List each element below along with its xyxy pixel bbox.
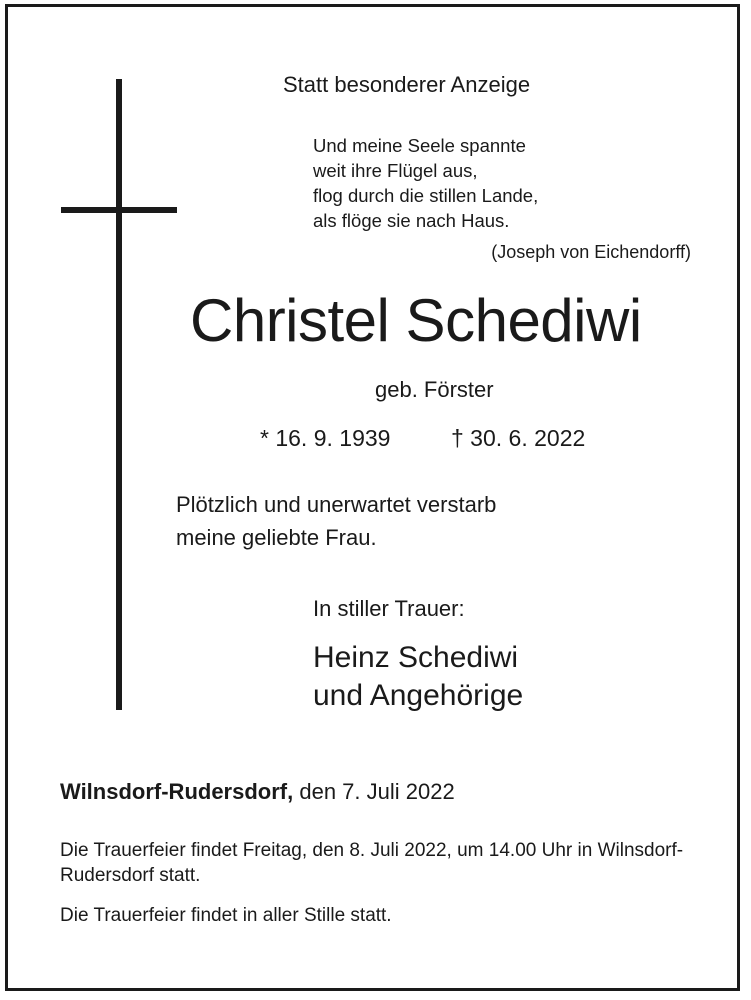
deceased-name: Christel Schediwi (190, 287, 642, 354)
maiden-name: geb. Förster (375, 377, 494, 402)
announcement-line: meine geliebte Frau. (176, 525, 377, 550)
notice-header: Statt besonderer Anzeige (283, 72, 531, 97)
poem-line: Und meine Seele spannte (313, 135, 526, 156)
cross-horizontal-bar (61, 207, 177, 213)
poem-line: flog durch die stillen Lande, (313, 185, 539, 206)
birth-date: * 16. 9. 1939 (260, 425, 391, 451)
mourner-line: Heinz Schediwi (313, 641, 519, 674)
mourner-line: und Angehörige (313, 679, 524, 712)
mourners (313, 639, 523, 715)
funeral-note: Die Trauerfeier findet in aller Stille statt. (60, 905, 392, 926)
poem-line: als flöge sie nach Haus. (313, 210, 510, 231)
poem-line: weit ihre Flügel aus, (313, 160, 478, 181)
notice-date: den 7. Juli 2022 (293, 779, 455, 804)
announcement-line: Plötzlich und unerwartet verstarb (176, 492, 497, 517)
poem (313, 133, 538, 233)
place-date (60, 779, 455, 805)
death-date: † 30. 6. 2022 (451, 425, 586, 451)
announcement (176, 488, 496, 554)
mourning-label: In stiller Trauer: (313, 596, 465, 621)
cross-vertical-bar (116, 79, 122, 710)
funeral-info: Die Trauerfeier findet Freitag, den 8. Juli 2022, um 14.00 Uhr in Wilnsdorf-Rudersdorf statt. (60, 840, 684, 886)
poem-author: (Joseph von Eichendorff) (491, 242, 691, 262)
place-name: Wilnsdorf-Rudersdorf, (60, 779, 294, 804)
